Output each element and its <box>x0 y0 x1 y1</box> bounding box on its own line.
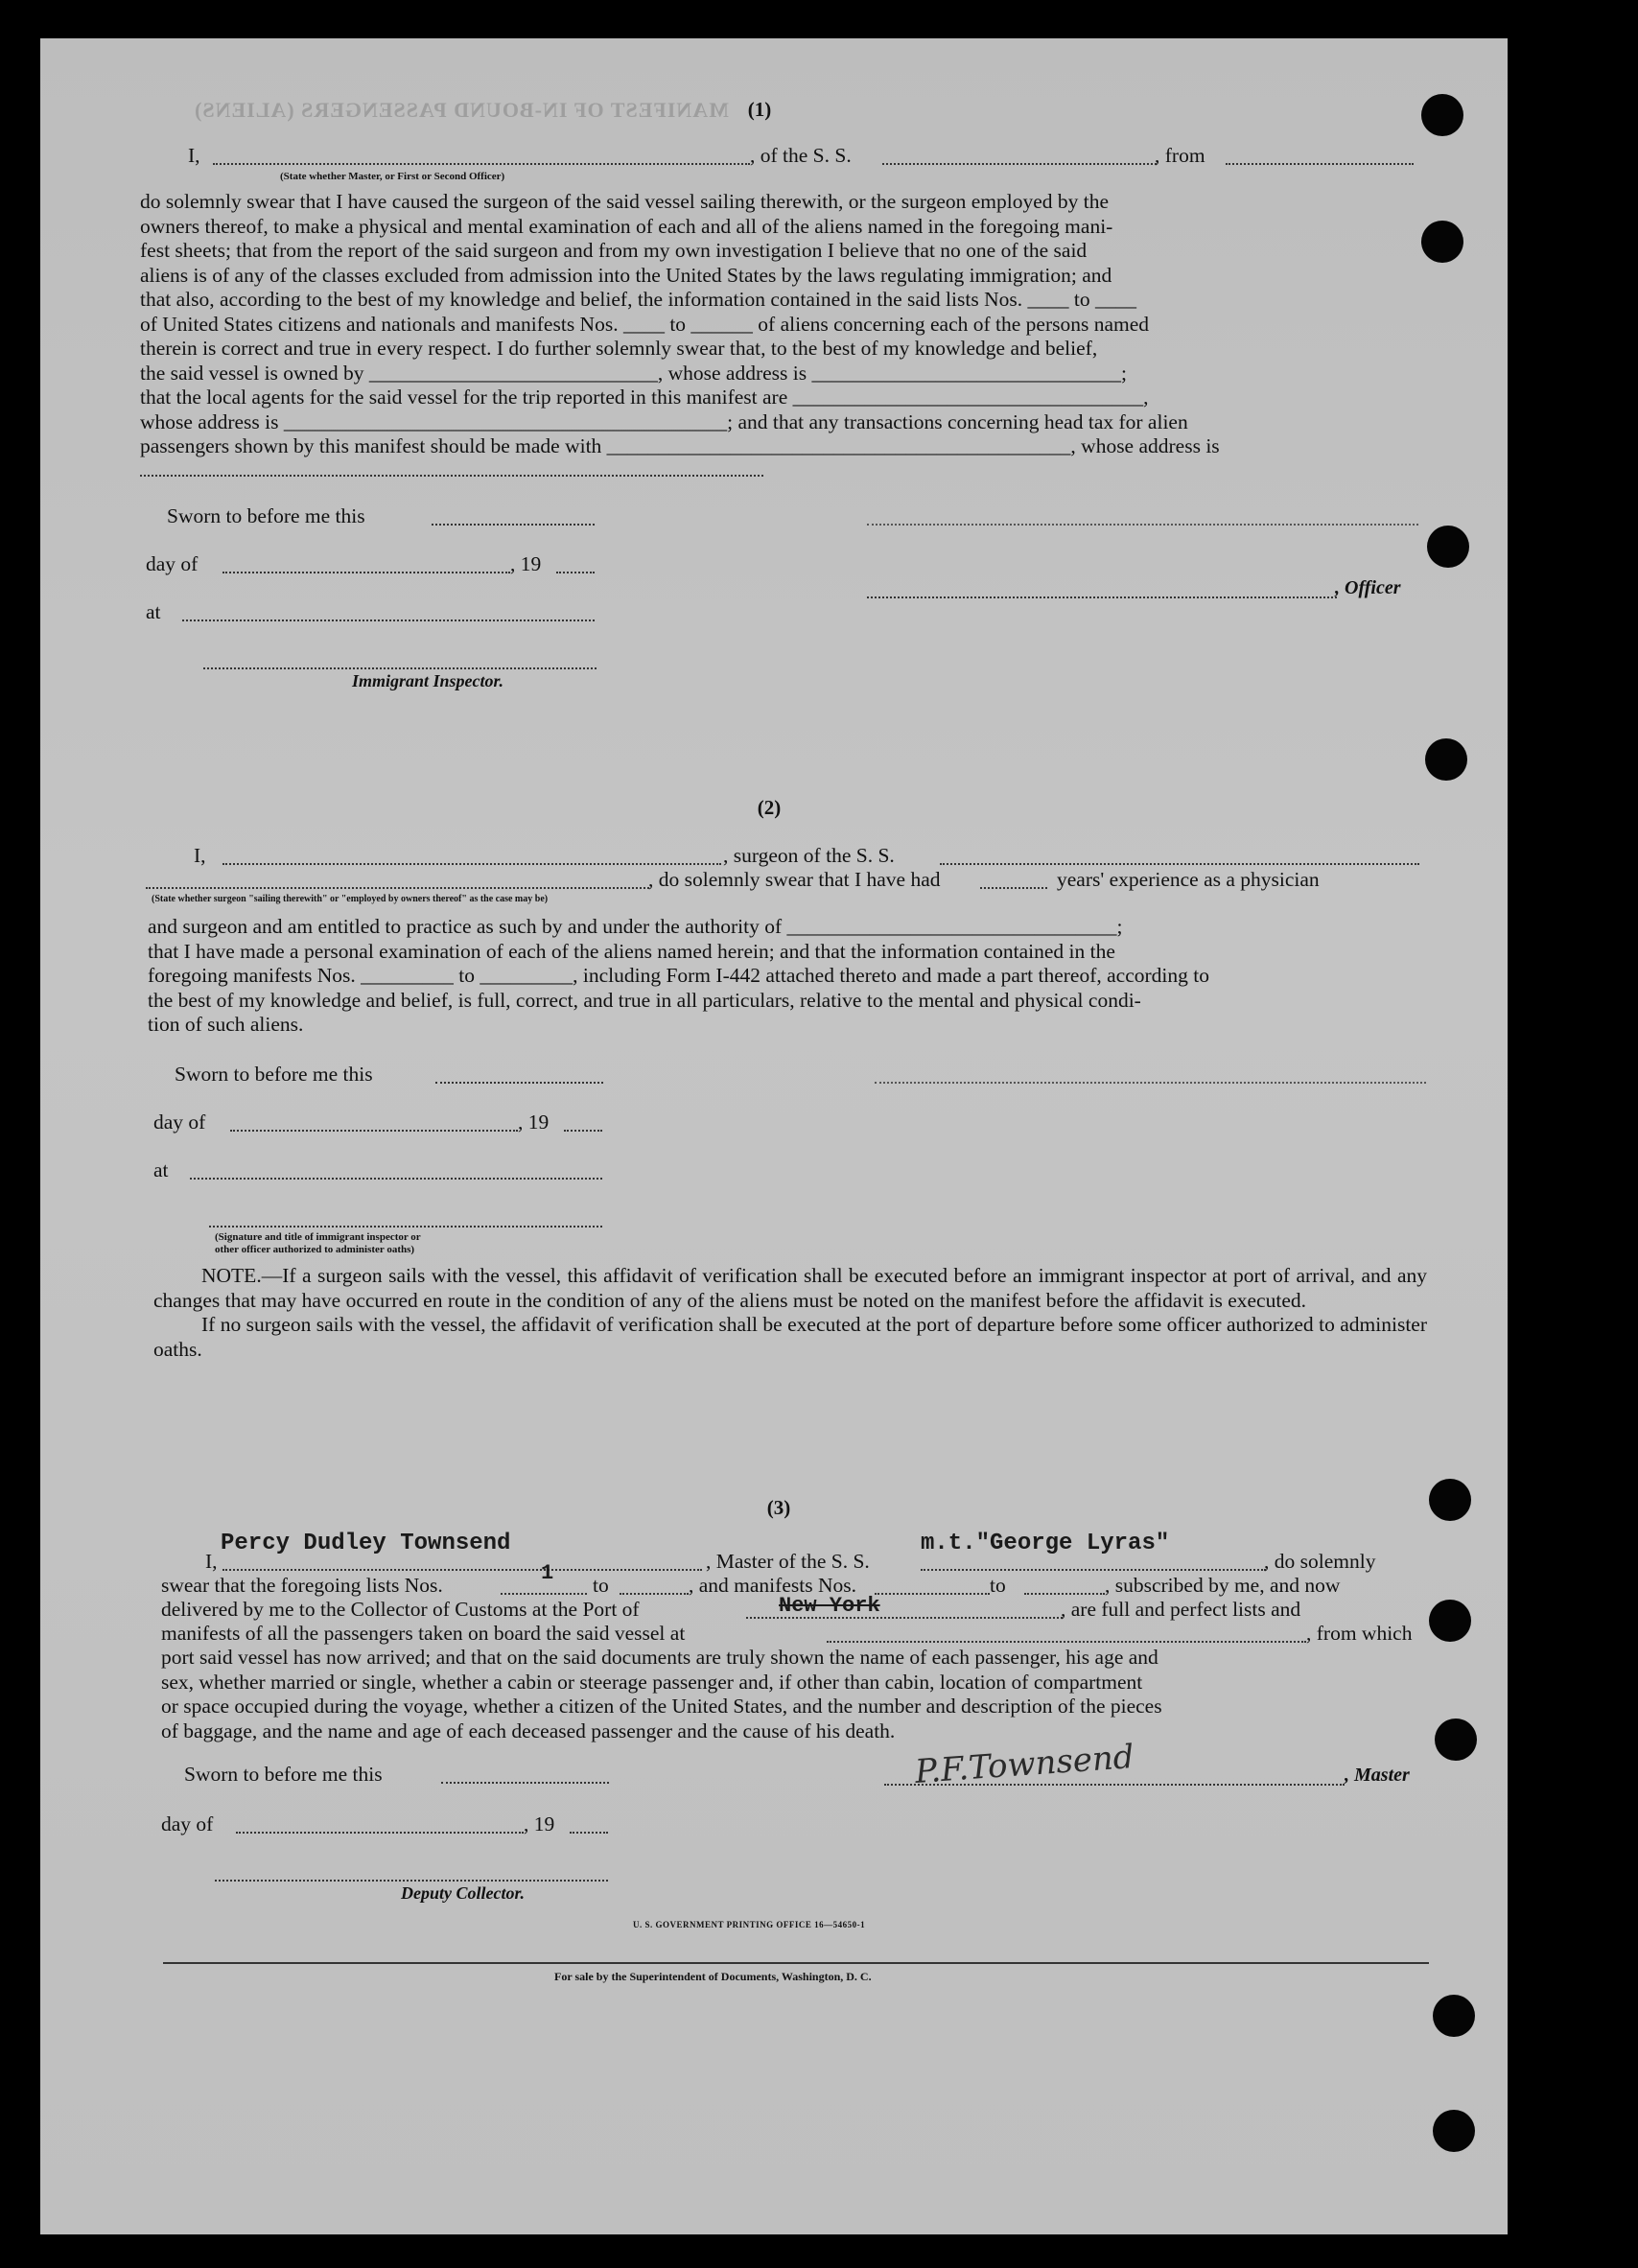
s3-sworn-label: Sworn to before me this <box>184 1763 383 1786</box>
footer-rule <box>163 1962 1429 1964</box>
s2-sworn-label: Sworn to before me this <box>175 1063 373 1086</box>
s3-embark-field[interactable] <box>827 1641 1306 1643</box>
s2-body-line: foregoing manifests Nos. _________ to _________, including Form I-442 attached thereto and made a part thereof, according to <box>148 964 1209 987</box>
s3-line4b: , from which <box>1306 1622 1413 1645</box>
punch-hole <box>1433 1995 1475 2037</box>
s1-body-line: whose address is ___________________________________________; and that any transactions concerning head tax for alien <box>140 409 1188 433</box>
s2-status-field[interactable] <box>146 887 649 889</box>
s2-surgeon-ss-label: , surgeon of the S. S. <box>723 844 895 867</box>
s2-years-label: years' experience as a physician <box>1057 868 1320 891</box>
s2-swear-label: , do solemnly swear that I have had <box>648 868 941 891</box>
s1-body-line: fest sheets; that from the report of the said surgeon and from my own investigation I believe that no one of the said <box>140 239 1088 262</box>
s2-inspector-signature-line[interactable] <box>209 1226 602 1228</box>
s3-i-label: I, <box>205 1550 218 1573</box>
s1-inspector-label: Immigrant Inspector. <box>352 671 504 690</box>
s2-sworn-field[interactable] <box>435 1082 603 1084</box>
note-text-1: —If a surgeon sails with the vessel, this affidavit of verification shall be executed before an immigrant inspector at port of arrival, and any changes that may have occurred en route in the condition of any of the aliens must be noted on the manifest before the affidavit is executed. <box>153 1264 1427 1312</box>
s2-ss-field[interactable] <box>940 863 1419 865</box>
s3-body <box>161 1646 1433 1743</box>
s2-i-label: I, <box>194 844 206 867</box>
s2-state-note: (State whether surgeon "sailing therewith" or "employed by owners thereof" as the case may be) <box>152 894 549 904</box>
s2-body-line: and surgeon and am entitled to practice as such by and under the authority of ________________________________; <box>148 915 1123 938</box>
bleed-through-text: MANIFEST OF IN-BOUND PASSENGERS (ALIENS) <box>194 98 729 122</box>
s1-state-note: (State whether Master, or First or Second Officer) <box>280 171 505 182</box>
s1-from-label: , from <box>1155 144 1205 167</box>
s3-line2a: swear that the foregoing lists Nos. <box>161 1574 443 1597</box>
s1-officer-signature-line[interactable] <box>867 524 1418 526</box>
s1-at-field[interactable] <box>182 620 595 621</box>
section-3-number: (3) <box>766 1496 791 1519</box>
s2-day-field[interactable] <box>230 1130 518 1132</box>
s3-year-label: , 19 <box>524 1812 555 1835</box>
note-label: NOTE. <box>201 1264 262 1287</box>
s3-deputy-signature-line[interactable] <box>215 1880 608 1882</box>
punch-hole <box>1427 526 1469 568</box>
s3-master-signature-line[interactable] <box>884 1784 1345 1786</box>
s2-body <box>148 915 1425 1038</box>
punch-hole <box>1429 1600 1471 1642</box>
document-page <box>40 38 1508 2234</box>
s3-line2d: to <box>990 1574 1006 1597</box>
gpo-imprint: U. S. GOVERNMENT PRINTING OFFICE 16—54650-1 <box>633 1920 866 1929</box>
s2-day-label: day of <box>153 1111 206 1134</box>
s2-at-field[interactable] <box>190 1178 602 1180</box>
punch-hole <box>1429 1479 1471 1521</box>
s2-body-line: the best of my knowledge and belief, is full, correct, and true in all particulars, relative to the mental and physical condi- <box>148 988 1141 1012</box>
s3-body-line: port said vessel has now arrived; and that on the said documents are truly shown the name of each passenger, his age and <box>161 1646 1158 1669</box>
sale-note: For sale by the Superintendent of Documents, Washington, D. C. <box>554 1970 872 1983</box>
s1-body-line: owners thereof, to make a physical and mental examination of each and all of the aliens named in the foregoing mani- <box>140 214 1113 238</box>
s1-body-line: the said vessel is owned by ____________________________, whose address is ______________________________; <box>140 361 1127 385</box>
s1-body-line: that the local agents for the said vessel for the trip reported in this manifest are __________________________________, <box>140 386 1149 409</box>
s1-sworn-label: Sworn to before me this <box>167 504 365 527</box>
s2-sig-note-1: (Signature and title of immigrant inspector or <box>215 1231 421 1243</box>
s3-body-line: or space occupied during the voyage, whether a citizen of the United States, and the number and description of the pieces <box>161 1695 1162 1718</box>
s2-body-line: that I have made a personal examination of each of the aliens named herein; and that the information contained in the <box>148 939 1115 963</box>
master-signature: P.F.Townsend <box>913 1738 1135 1791</box>
s3-day-label: day of <box>161 1812 214 1835</box>
s1-body-line: therein is correct and true in every respect. I do further solemnly swear that, to the best of my knowledge and belief, <box>140 337 1098 360</box>
s3-name-field[interactable] <box>222 1569 702 1571</box>
s2-name-field[interactable] <box>222 863 721 865</box>
s1-at-label: at <box>146 600 161 623</box>
s3-port-field[interactable] <box>746 1617 1063 1619</box>
punch-hole <box>1433 2110 1475 2152</box>
s2-years-field[interactable] <box>980 887 1047 889</box>
s1-body-line: passengers shown by this manifest should be made with _____________________________________________, whose address is <box>140 434 1220 457</box>
s2-year-label: , 19 <box>518 1111 550 1134</box>
s1-ss-field[interactable] <box>882 163 1157 165</box>
s1-body-line: aliens is of any of the classes excluded from admission into the United States by the laws regulating immigration; and <box>140 263 1112 287</box>
s3-line2c: , and manifests Nos. <box>689 1574 856 1597</box>
s3-line4a: manifests of all the passengers taken on board the said vessel at <box>161 1622 686 1645</box>
s1-of-ss-label: , of the S. S. <box>750 144 852 167</box>
s3-master-label: , Master <box>1345 1765 1410 1786</box>
note-text-2: If no surgeon sails with the vessel, the affidavit of verification shall be executed at the port of departure before some officer authorized to administer oaths. <box>153 1313 1427 1361</box>
s3-manifest-to-field[interactable] <box>1024 1593 1105 1595</box>
punch-hole <box>1421 221 1463 263</box>
s3-sworn-field[interactable] <box>441 1782 609 1784</box>
s2-signature-line[interactable] <box>875 1082 1426 1084</box>
s1-sworn-field[interactable] <box>432 524 595 526</box>
s3-port-name[interactable]: New York <box>779 1594 880 1618</box>
punch-hole <box>1421 94 1463 136</box>
s3-list-from-field[interactable] <box>501 1593 587 1595</box>
s1-year-label: , 19 <box>510 552 542 575</box>
s1-day-label: day of <box>146 552 199 575</box>
section-2-number: (2) <box>757 796 782 819</box>
s3-body-line: sex, whether married or single, whether a cabin or steerage passenger and, if other than cabin, location of compartment <box>161 1670 1143 1694</box>
s1-inspector-signature-line[interactable] <box>203 667 597 669</box>
s3-list-to-field[interactable] <box>620 1593 689 1595</box>
punch-hole <box>1425 738 1467 781</box>
s3-line2e: , subscribed by me, and now <box>1105 1574 1341 1597</box>
s2-at-label: at <box>153 1158 169 1181</box>
s1-day-field[interactable] <box>222 572 510 573</box>
s1-officer-label: , Officer <box>1335 577 1401 598</box>
s1-officer-name-field[interactable] <box>213 163 750 165</box>
s1-year-field[interactable] <box>556 572 595 573</box>
s3-manifest-from-field[interactable] <box>875 1593 990 1595</box>
section-1-number: (1) <box>747 98 772 121</box>
s3-line2b: to <box>593 1574 609 1597</box>
s3-list-number[interactable]: 1 <box>541 1561 554 1585</box>
s3-year-field[interactable] <box>570 1832 608 1834</box>
s2-note <box>153 1264 1427 1362</box>
s3-line3b: , are full and perfect lists and <box>1061 1598 1301 1621</box>
s1-body-line: that also, according to the best of my knowledge and belief, the information contained in the said lists Nos. ____ to ____ <box>140 288 1136 311</box>
punch-hole <box>1435 1719 1477 1761</box>
s3-master-ss-label: , Master of the S. S. <box>706 1550 870 1573</box>
s1-from-field[interactable] <box>1226 163 1414 165</box>
s1-body-line: of United States citizens and nationals and manifests Nos. ____ to ______ of aliens concerning each of the persons named <box>140 312 1150 336</box>
s2-sig-note-2: other officer authorized to administer oaths) <box>215 1244 415 1255</box>
s3-body-line: of baggage, and the name and age of each deceased passenger and the cause of his death. <box>161 1719 896 1742</box>
s3-deputy-label: Deputy Collector. <box>401 1883 525 1903</box>
s3-vessel-field[interactable] <box>921 1569 1266 1571</box>
s3-line3a: delivered by me to the Collector of Customs at the Port of <box>161 1598 640 1621</box>
s3-master-name[interactable]: Percy Dudley Townsend <box>221 1531 511 1556</box>
s1-body-line: do solemnly swear that I have caused the surgeon of the said vessel sailing therewith, or the surgeon employed by the <box>140 190 1110 213</box>
s1-continuation-field[interactable] <box>140 475 763 477</box>
s3-solemnly-label: , do solemnly <box>1264 1550 1376 1573</box>
s2-body-line: tion of such aliens. <box>148 1013 304 1036</box>
s1-body <box>140 190 1420 459</box>
s3-day-field[interactable] <box>236 1832 524 1834</box>
s1-officer-line[interactable] <box>867 596 1337 598</box>
s1-i-label: I, <box>188 144 200 167</box>
s3-vessel-name[interactable]: m.t."George Lyras" <box>921 1531 1170 1556</box>
s2-year-field[interactable] <box>564 1130 602 1132</box>
